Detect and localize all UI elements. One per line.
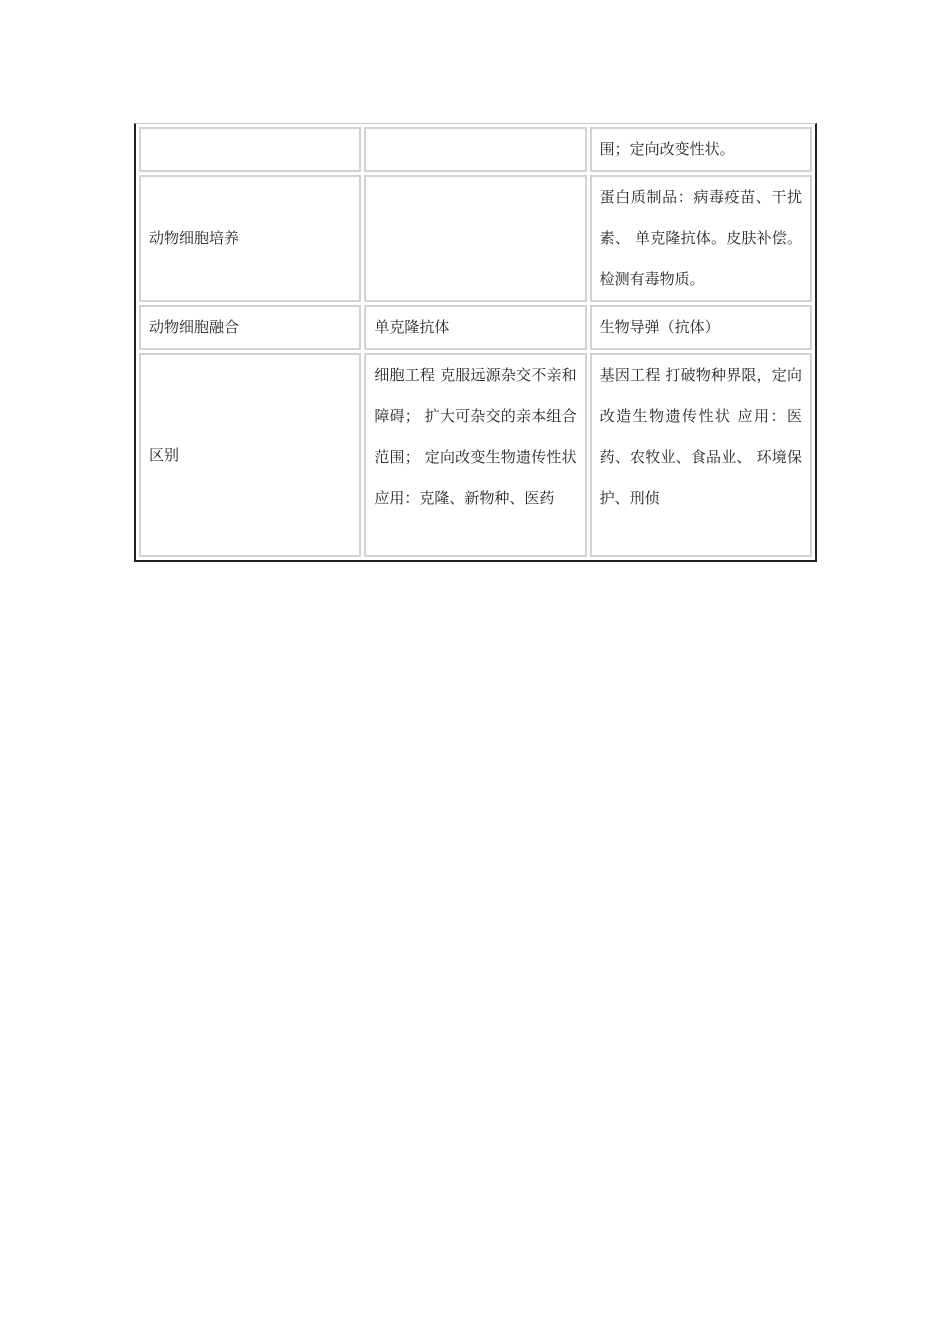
table-cell: 围；定向改变性状。: [590, 127, 812, 172]
table-cell: [364, 175, 586, 302]
table-cell: 基因工程 打破物种界限，定向改造生物遗传性状 应用：医药、农牧业、食品业、 环境保护、刑侦: [590, 353, 812, 557]
table-cell: 动物细胞培养: [139, 175, 361, 302]
table-cell: 细胞工程 克服远源杂交不亲和障碍； 扩大可杂交的亲本组合范围； 定向改变生物遗传性状 应用：克隆、新物种、医药: [364, 353, 586, 557]
table-cell: 蛋白质制品：病毒疫苗、干扰素、 单克隆抗体。皮肤补偿。检测有毒物质。: [590, 175, 812, 302]
table-cell: 生物导弹（抗体）: [590, 305, 812, 350]
document-table: [134, 123, 817, 562]
table-row: [139, 353, 812, 557]
table-cell: 动物细胞融合: [139, 305, 361, 350]
table-cell: [139, 127, 361, 172]
table-row: [139, 127, 812, 172]
table-cell: 区别: [139, 353, 361, 557]
table-row: [139, 175, 812, 302]
table-cell: [364, 127, 586, 172]
table-row: [139, 305, 812, 350]
table-cell: 单克隆抗体: [364, 305, 586, 350]
